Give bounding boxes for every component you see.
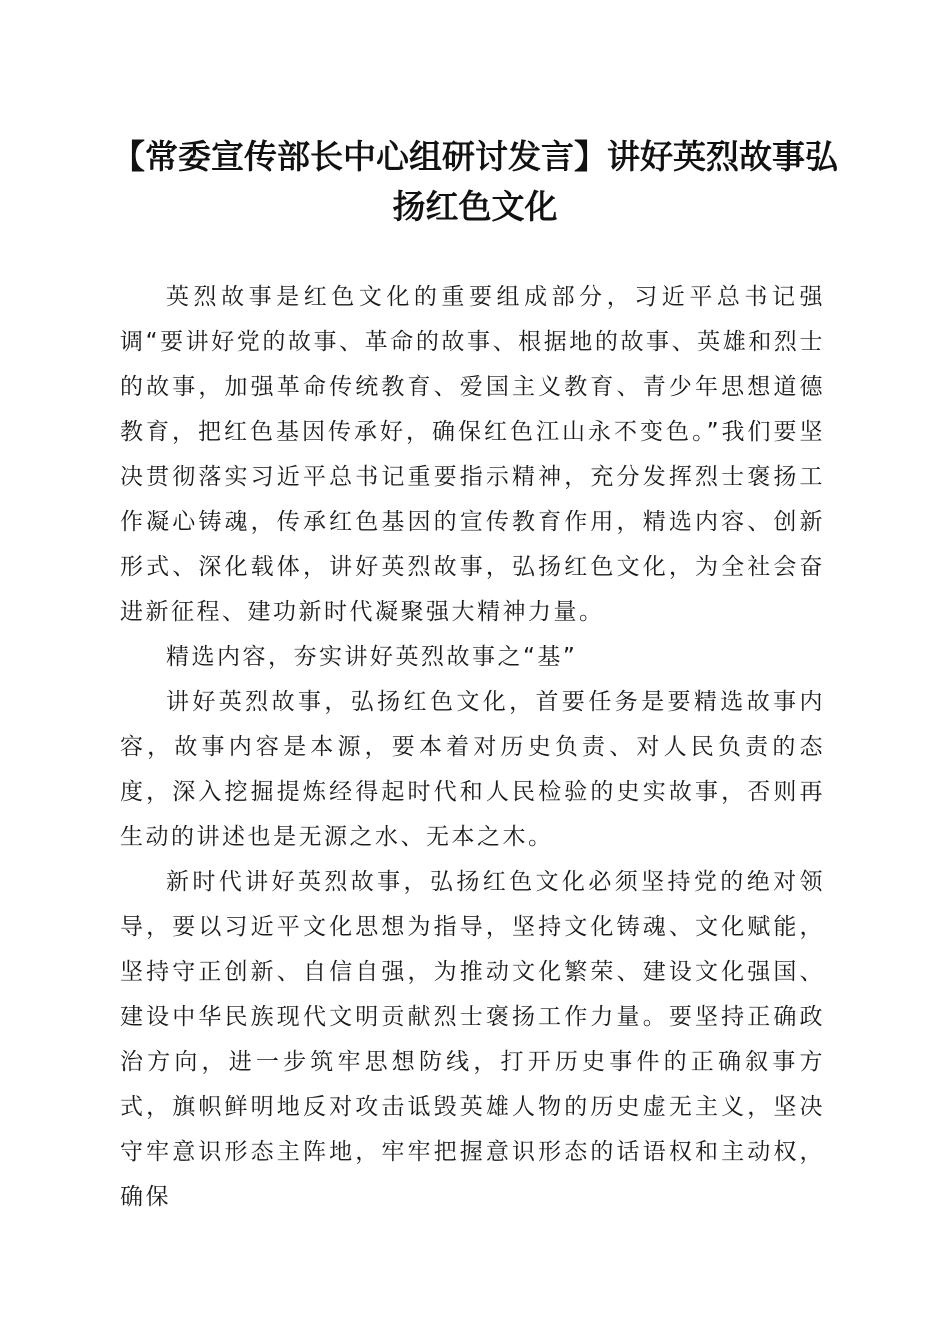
- paragraph-party-leadership: 新时代讲好英烈故事，弘扬红色文化必须坚持党的绝对领导，要以习近平文化思想为指导，坚持文化铸魂、文化赋能，坚持守正创新、自信自强，为推动文化繁荣、建设文化强国、建设中华民族现代文明贡献烈士褒扬工作力量。要坚持正确政治方向，进一步筑牢思想防线，打开历史事件的正确叙事方式，旗帜鲜明地反对攻击诋毁英雄人物的历史虚无主义，坚决守牢意识形态主阵地，牢牢把握意识形态的话语权和主动权，确保: [120, 869, 825, 1210]
- document-title: 【常委宣传部长中心组研讨发言】讲好英烈故事弘扬红色文化: [112, 137, 838, 226]
- paragraph-content-selection: 讲好英烈故事，弘扬红色文化，首要任务是要精选故事内容，故事内容是本源，要本着对历史负责、对人民负责的态度，深入挖掘提炼经得起时代和人民检验的史实故事，否则再生动的讲述也是无源之水、无本之木。: [120, 689, 825, 850]
- section-heading: 精选内容，夯实讲好英烈故事之“基”: [166, 644, 578, 670]
- document-body: [120, 275, 825, 1220]
- paragraph-intro: 英烈故事是红色文化的重要组成部分，习近平总书记强调“要讲好党的故事、革命的故事、根据地的故事、英雄和烈士的故事，加强革命传统教育、爱国主义教育、青少年思想道德教育，把红色基因传承好，确保红色江山永不变色。”我们要坚决贯彻落实习近平总书记重要指示精神，充分发挥烈士褒扬工作凝心铸魂，传承红色基因的宣传教育作用，精选内容、创新形式、深化载体，讲好英烈故事，弘扬红色文化，为全社会奋进新征程、建功新时代凝聚强大精神力量。: [120, 284, 825, 625]
